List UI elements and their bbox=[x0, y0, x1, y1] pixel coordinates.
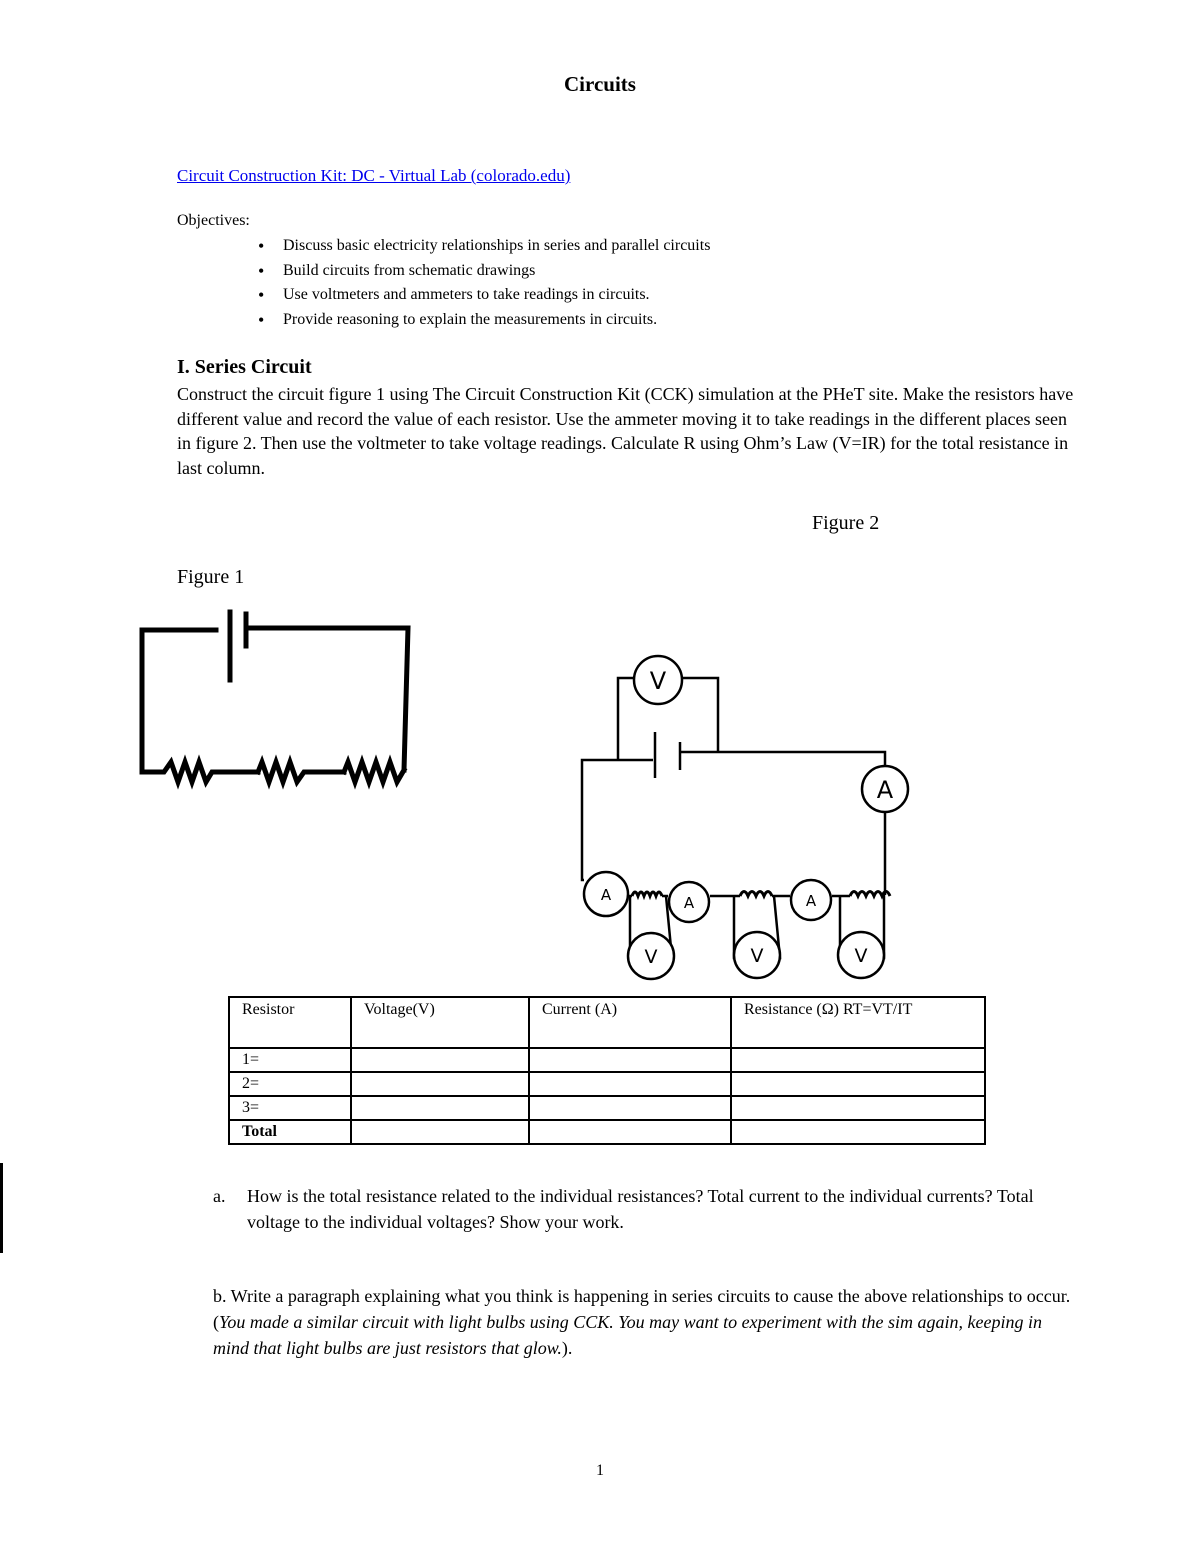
question-b-end: ). bbox=[561, 1338, 573, 1358]
table-cell[interactable] bbox=[351, 1048, 529, 1072]
table-row bbox=[229, 1096, 985, 1120]
question-a-text: How is the total resistance related to the individual resistances? Total current to the individual currents? Total voltage to the individual voltages? Show your work. bbox=[247, 1186, 1034, 1232]
fig2-ammeter-1-label: A bbox=[600, 886, 612, 904]
fig2-ammeter-2-label: A bbox=[683, 894, 695, 912]
table-header-cell: Voltage(V) bbox=[351, 997, 529, 1048]
question-b bbox=[213, 1283, 1073, 1361]
fig2-resistor-2 bbox=[740, 892, 772, 897]
fig2-top-voltmeter-lead-right bbox=[682, 678, 718, 752]
table-header-cell: Resistance (Ω) RT=VT/IT bbox=[731, 997, 985, 1048]
table-cell[interactable] bbox=[529, 1048, 731, 1072]
table-cell[interactable] bbox=[529, 1096, 731, 1120]
table-cell[interactable] bbox=[731, 1048, 985, 1072]
table-header-cell: Current (A) bbox=[529, 997, 731, 1048]
table-cell: 3= bbox=[229, 1096, 351, 1120]
table-header-row bbox=[229, 997, 985, 1048]
objective-item: • Use voltmeters and ammeters to take readings in circuits. bbox=[258, 283, 710, 308]
fig2-wire-left bbox=[582, 760, 653, 880]
section-heading: I. Series Circuit bbox=[177, 356, 312, 378]
objective-item: • Build circuits from schematic drawings bbox=[258, 259, 710, 284]
table-cell: 2= bbox=[229, 1072, 351, 1096]
table-cell[interactable] bbox=[731, 1072, 985, 1096]
question-a-letter: a. bbox=[213, 1186, 226, 1206]
objectives-label: Objectives: bbox=[177, 212, 250, 229]
question-b-italic: You made a similar circuit with light bulbs using CCK. You may want to experiment with the sim again, keeping in mind that light bulbs are just resistors that glow. bbox=[213, 1312, 1043, 1358]
question-b-text: b. Write a paragraph explaining what you think is happening in series circuits to cause the above relationships to occur. ( bbox=[213, 1286, 1071, 1332]
measurement-table bbox=[228, 996, 986, 1145]
table-cell[interactable] bbox=[351, 1072, 529, 1096]
table-row bbox=[229, 1048, 985, 1072]
table-cell[interactable] bbox=[731, 1120, 985, 1144]
table-header-cell: Resistor bbox=[229, 997, 351, 1048]
fig2-voltmeter-2-label: V bbox=[750, 945, 764, 967]
fig2-right-ammeter-label: A bbox=[876, 776, 894, 804]
page-number: 1 bbox=[596, 1462, 604, 1479]
objective-item: • Provide reasoning to explain the measurements in circuits. bbox=[258, 308, 710, 333]
margin-bar bbox=[0, 1163, 3, 1253]
fig2-wire-top-right bbox=[680, 752, 885, 766]
section-body: Construct the circuit figure 1 using The Circuit Construction Kit (CCK) simulation at the PHeT site. Make the resistors have different value and record the value of each resistor. Use the ammeter moving it to take readings in the different places seen in figure 2. Then use the voltmeter to take voltage readings. Calculate R using Ohm’s Law (V=IR) for the total resistance in last column. bbox=[177, 384, 1074, 478]
table-cell: 1= bbox=[229, 1048, 351, 1072]
table-cell[interactable] bbox=[351, 1096, 529, 1120]
table-cell[interactable] bbox=[529, 1120, 731, 1144]
table-cell[interactable] bbox=[731, 1096, 985, 1120]
fig2-ammeter-3-label: A bbox=[805, 892, 817, 910]
fig2-voltmeter-3-label: V bbox=[854, 945, 868, 967]
figure-2-label: Figure 2 bbox=[812, 512, 880, 534]
page-title: Circuits bbox=[564, 72, 636, 96]
table-row-total bbox=[229, 1120, 985, 1144]
table-cell[interactable] bbox=[351, 1120, 529, 1144]
table-cell: Total bbox=[229, 1120, 351, 1144]
table-row bbox=[229, 1072, 985, 1096]
fig2-resistor-1 bbox=[632, 892, 662, 896]
question-a bbox=[213, 1183, 1073, 1235]
objective-item: • Discuss basic electricity relationships in series and parallel circuits bbox=[258, 234, 710, 259]
virtual-lab-link[interactable]: Circuit Construction Kit: DC - Virtual Lab (colorado.edu) bbox=[177, 166, 571, 185]
figure-1-label: Figure 1 bbox=[177, 566, 245, 588]
table-cell[interactable] bbox=[529, 1072, 731, 1096]
fig2-top-voltmeter-label: V bbox=[649, 667, 667, 695]
fig2-voltmeter-1-label: V bbox=[644, 946, 658, 968]
fig2-top-voltmeter-lead-left bbox=[618, 678, 634, 760]
